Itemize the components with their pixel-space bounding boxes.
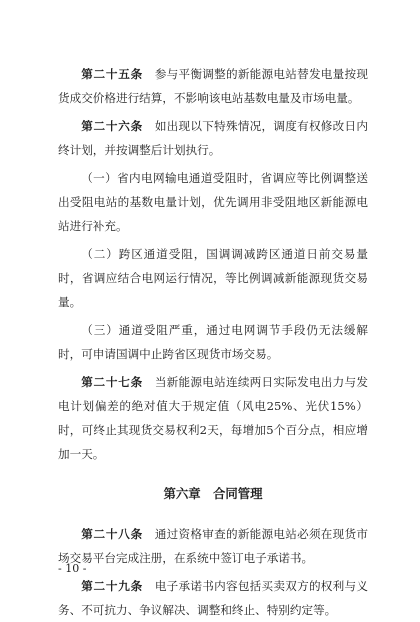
article-label: 第二十五条 [81, 67, 143, 81]
article-text: 通过资格审查的新能源电站必须在现货市场交易平台完成注册，在系统中签订电子承诺书。 [58, 527, 368, 565]
chapter-title: 第六章 合同管理 [163, 486, 263, 501]
article-29 [58, 574, 368, 622]
article-text: 电子承诺书内容包括买卖双方的权利与义务、不可抗力、争议解决、调整和终止、特别约定等。 [58, 579, 368, 617]
clause-text: （二）跨区通道受阻，国调调减跨区通道日前交易量时，省调应结合电网运行情况，等比例调减新能源现货交易量。 [58, 247, 368, 309]
clause-2 [58, 242, 368, 314]
clause-3 [58, 318, 368, 366]
article-text: 参与平衡调整的新能源电站替发电量按现货成交价格进行结算，不影响该电站基数电量及市场电量。 [58, 67, 368, 105]
article-label: 第二十七条 [81, 375, 143, 389]
article-28 [58, 522, 368, 570]
article-label: 第二十六条 [81, 119, 143, 133]
clause-1 [58, 166, 368, 238]
article-27 [58, 370, 368, 466]
clause-text: （一）省内电网输电通道受阻时，省调应等比例调整送出受阻电站的基数电量计划，优先调用非受阻地区新能源电站进行补充。 [58, 171, 368, 233]
article-25 [58, 62, 368, 110]
article-text: 如出现以下特殊情况，调度有权修改日内终计划，并按调整后计划执行。 [58, 119, 368, 157]
article-text: 当新能源电站连续两日实际发电出力与发电计划偏差的绝对值大于规定值（风电25%、光伏15%）时，可终止其现货交易权利2天，每增加5个百分点，相应增加一天。 [58, 375, 368, 461]
article-26 [58, 114, 368, 162]
clause-text: （三）通道受阻严重，通过电网调节手段仍无法缓解时，可申请国调中止跨省区现货市场交易。 [58, 323, 368, 361]
article-label: 第二十八条 [81, 527, 143, 541]
page-number: - 10 - [58, 562, 87, 575]
article-label: 第二十九条 [81, 579, 143, 593]
